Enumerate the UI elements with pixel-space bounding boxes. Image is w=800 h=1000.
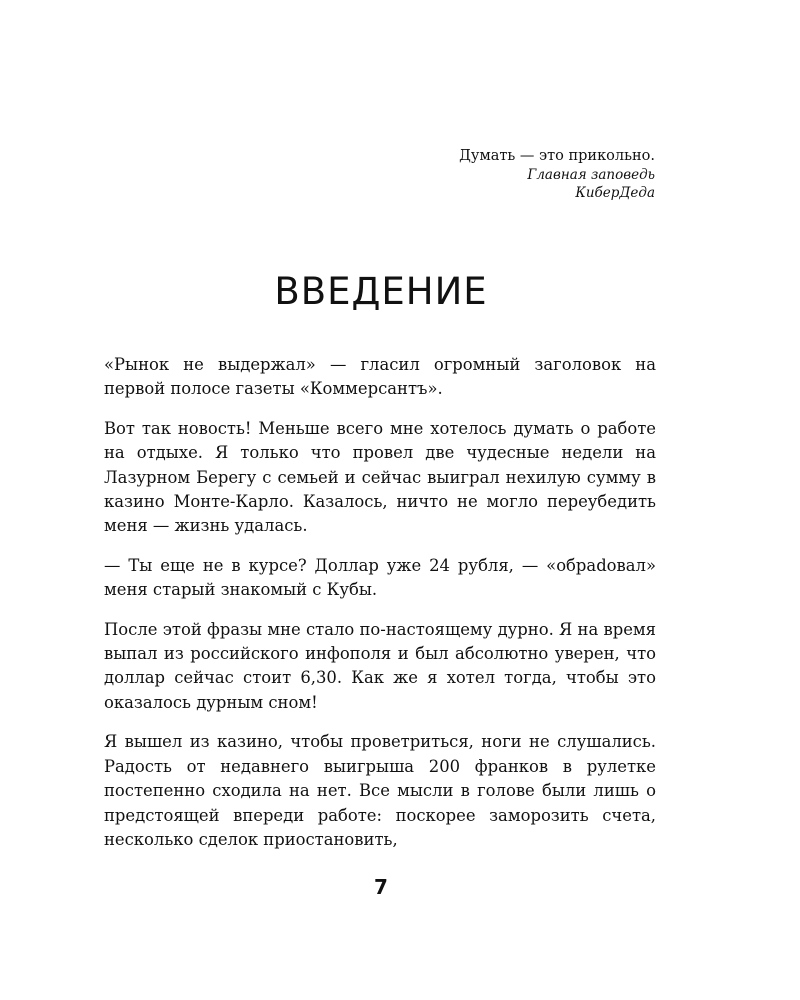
- paragraph: Я вышел из казино, чтобы проветриться, ноги не слушались. Радость от недавнего выигрыша 200 франков в рулетке постепенно сходила на нет. Все мысли в голове были лишь о предстоящей впереди работе: поскорее заморозить счета, несколько сделок приостановить,: [104, 732, 656, 849]
- paragraph: После этой фразы мне стало по-настоящему дурно. Я на время выпал из российского инфополя и был абсолютно уверен, что доллар сейчас стоит 6,30. Как же я хотел тогда, чтобы это оказалось дурным сном!: [104, 619, 656, 712]
- chapter-title: ВВЕДЕНИЕ: [274, 270, 488, 313]
- epigraph-attribution-line-1: Главная заповедь: [527, 167, 655, 183]
- paragraph: Вот так новость! Меньше всего мне хотелось думать о работе на отдыхе. Я только что провел две чудесные недели на Лазурном Берегу с семьей и сейчас выиграл нехилую сумму в казино Монте-Карло. Казалось, ничто не могло переубедить меня — жизнь удалась.: [104, 418, 656, 536]
- page-number: 7: [374, 875, 388, 899]
- epigraph-quote: Думать — это прикольно.: [459, 148, 655, 164]
- body-text: [104, 353, 656, 867]
- epigraph: [459, 146, 655, 202]
- epigraph-attribution-line-2: КиберДеда: [575, 185, 655, 201]
- paragraph: «Рынок не выдержал» — гласил огромный заголовок на первой полосе газеты «Коммерсантъ».: [104, 355, 656, 399]
- paragraph: — Ты еще не в курсе? Доллар уже 24 рубля, — «обраdовал» меня старый знакомый с Кубы.: [104, 555, 656, 600]
